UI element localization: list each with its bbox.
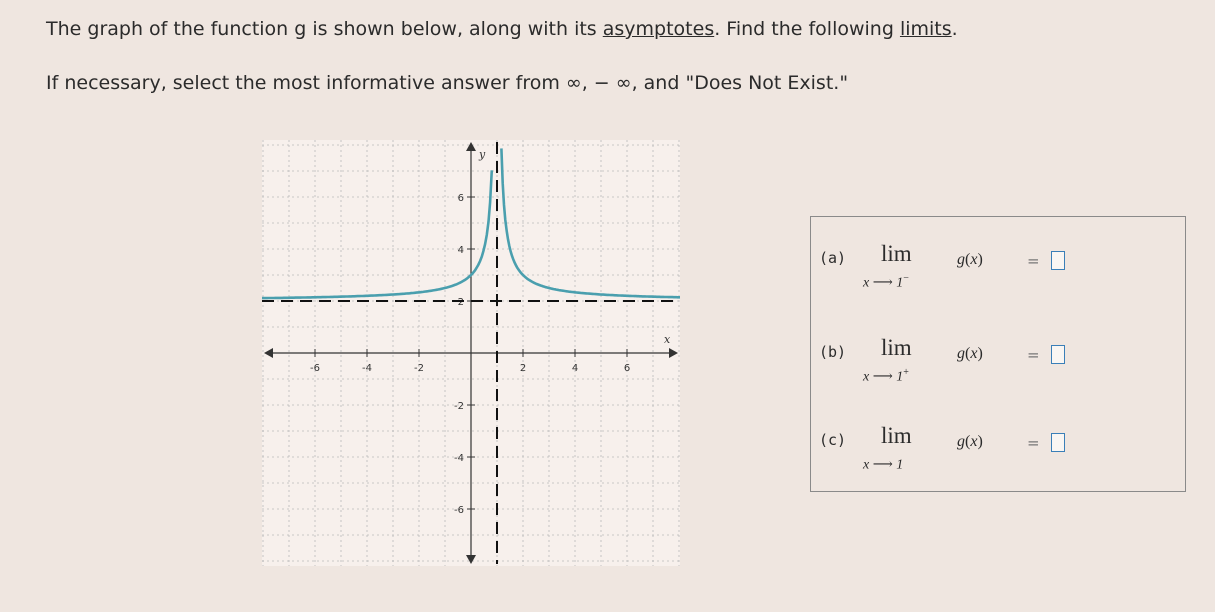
arrow-symbol: ⟶ — [872, 369, 893, 385]
limits-answer-panel — [810, 216, 1186, 492]
answer-input-b[interactable] — [1051, 345, 1065, 364]
answer-input-c[interactable] — [1051, 433, 1065, 452]
x-axis-right-arrow — [669, 348, 678, 358]
x-tick-label: -4 — [362, 363, 372, 374]
limit-question-b — [819, 321, 1179, 385]
function-name: g — [957, 345, 965, 362]
arrow-symbol: ⟶ — [872, 457, 893, 473]
function-expression: g(x) — [957, 251, 983, 268]
y-axis-up-arrow — [466, 142, 476, 151]
function-argument: x — [970, 345, 978, 362]
lim-symbol: lim — [881, 241, 912, 266]
arrow-symbol: ⟶ — [872, 275, 893, 291]
limit-variable: x — [863, 275, 870, 291]
limit-question-a — [819, 227, 1179, 291]
side-sign: + — [903, 367, 909, 378]
function-expression: g(x) — [957, 433, 983, 450]
x-tick-label: -6 — [310, 363, 320, 374]
x-tick-label: 6 — [623, 363, 631, 374]
equals-sign: = — [1027, 252, 1040, 270]
limit-variable: x — [863, 457, 870, 473]
x-tick-label: -2 — [414, 363, 424, 374]
y-tick-label: -4 — [454, 453, 464, 464]
limit-question-c — [819, 409, 1179, 473]
function-argument: x — [970, 433, 978, 450]
limit-subscript — [863, 273, 909, 292]
limits-link[interactable]: limits — [899, 18, 952, 40]
equals-sign: = — [1027, 434, 1040, 452]
x-tick-label: 2 — [519, 363, 527, 374]
function-graph — [262, 140, 680, 566]
y-axis-label: y — [479, 148, 486, 161]
lim-symbol: lim — [881, 423, 912, 448]
side-sign: − — [903, 273, 909, 284]
equals-sign: = — [1027, 346, 1040, 364]
y-tick-label: -6 — [454, 505, 464, 516]
function-argument: x — [970, 251, 978, 268]
approach-value: 1 — [896, 457, 904, 473]
statement-text-3: . — [951, 18, 958, 40]
instruction-text: If necessary, select the most informative answer from ∞, − ∞, and "Does Not Exist." — [46, 72, 849, 94]
y-tick-label: 2 — [457, 297, 464, 308]
function-name: g — [957, 251, 965, 268]
graph-svg — [262, 140, 680, 566]
limit-subscript — [863, 455, 903, 474]
x-axis-label: x — [664, 333, 671, 346]
question-label: (b) — [819, 343, 847, 361]
curve-left-branch — [262, 170, 492, 298]
problem-statement — [46, 18, 958, 40]
question-label: (c) — [819, 431, 847, 449]
asymptotes-link[interactable]: asymptotes — [602, 18, 715, 40]
y-tick-label: -2 — [454, 401, 464, 412]
statement-text-2: . Find the following — [714, 18, 900, 40]
lim-symbol: lim — [881, 335, 912, 360]
y-tick-label: 4 — [457, 245, 464, 256]
limit-subscript — [863, 367, 909, 386]
function-expression: g(x) — [957, 345, 983, 362]
y-tick-label: 6 — [457, 193, 464, 204]
x-axis-left-arrow — [264, 348, 273, 358]
y-axis-down-arrow — [466, 555, 476, 564]
question-label: (a) — [819, 249, 847, 267]
limit-variable: x — [863, 369, 870, 385]
approach-value: 1 — [896, 275, 904, 291]
x-tick-label: 4 — [571, 363, 579, 374]
statement-text-1: The graph of the function g is shown below, along with its — [46, 18, 603, 40]
answer-input-a[interactable] — [1051, 251, 1065, 270]
approach-value: 1 — [896, 369, 904, 385]
function-name: g — [957, 433, 965, 450]
